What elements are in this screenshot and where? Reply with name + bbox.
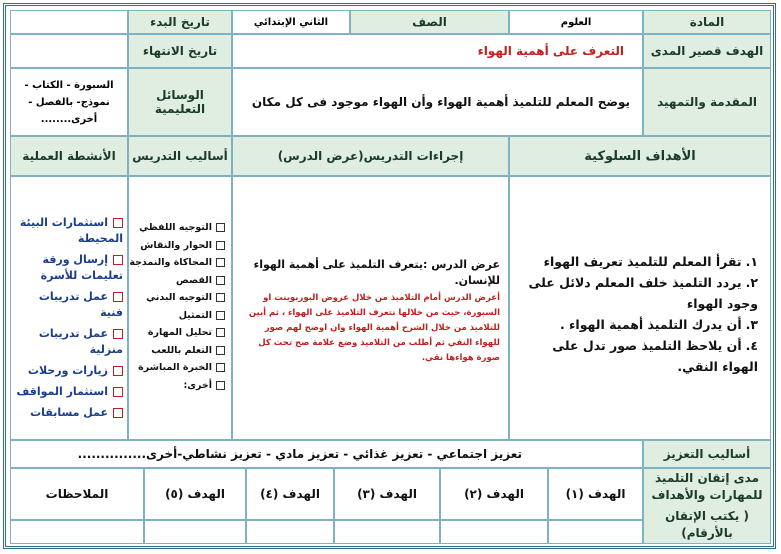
- short-goal-label: الهدف قصير المدى: [643, 34, 771, 68]
- mastery-goal-4: الهدف (٤): [246, 468, 334, 520]
- lesson-plan-table: [10, 10, 771, 544]
- mastery-notes-label: الملاحظات: [10, 468, 144, 520]
- grade-value: الثاني الإبتدائي: [232, 10, 350, 34]
- reinforcement-value: تعزيز اجتماعي - تعزيز غذائي - تعزيز مادي - تعزيز نشاطي-أخرى...............: [10, 440, 643, 468]
- intro-value: يوضح المعلم للتلميذ أهمية الهواء وأن الهواء موجود فى كل مكان: [232, 68, 643, 136]
- checkbox-icon[interactable]: [216, 293, 225, 302]
- checkbox-icon[interactable]: [216, 223, 225, 232]
- activities-list: [13, 215, 123, 421]
- activity-item[interactable]: عمل تدريبات منزلية: [38, 327, 123, 356]
- aids-label: الوسائل التعليمية: [128, 68, 232, 136]
- activity-item[interactable]: استثمارات البيئة المحيطة: [19, 216, 123, 245]
- checkbox-icon[interactable]: [216, 381, 225, 390]
- page-frame: [3, 3, 776, 549]
- checkbox-icon[interactable]: [113, 292, 123, 302]
- mastery-notes-value[interactable]: [10, 520, 144, 544]
- activity-item[interactable]: عمل تدريبات فنية: [38, 290, 123, 319]
- mastery-goal-3: الهدف (٣): [334, 468, 440, 520]
- mastery-score-4[interactable]: [246, 520, 334, 544]
- method-item[interactable]: الحوار والنقاش: [129, 237, 225, 255]
- method-item[interactable]: القصص: [129, 272, 225, 290]
- methods-cell: [128, 176, 232, 440]
- mastery-score-2[interactable]: [440, 520, 548, 544]
- methods-header: أساليب التدريس: [128, 136, 232, 176]
- activities-cell: [10, 176, 128, 440]
- start-date-value[interactable]: [10, 10, 128, 34]
- grade-label: الصف: [350, 10, 509, 34]
- procedures-cell: [232, 176, 509, 440]
- mastery-score-1[interactable]: [548, 520, 643, 544]
- method-item[interactable]: تحليل المهارة: [129, 324, 225, 342]
- activity-item[interactable]: عمل مسابقات: [13, 405, 123, 421]
- method-item[interactable]: التوجيه اللفظي: [129, 219, 225, 237]
- mastery-label: [643, 468, 771, 544]
- methods-list: [129, 219, 225, 394]
- method-item[interactable]: التعلم باللعب: [129, 342, 225, 360]
- checkbox-icon[interactable]: [113, 408, 123, 418]
- checkbox-icon[interactable]: [113, 387, 123, 397]
- goal-item-3: ٣.أن يدرك التلميذ أهمية الهواء .: [559, 317, 758, 332]
- mastery-goal-5: الهدف (٥): [144, 468, 246, 520]
- mastery-score-3[interactable]: [334, 520, 440, 544]
- end-date-value[interactable]: [10, 34, 128, 68]
- mastery-goal-2: الهدف (٢): [440, 468, 548, 520]
- method-item[interactable]: أخرى:: [129, 377, 225, 395]
- subject-label: المادة: [643, 10, 771, 34]
- checkbox-icon[interactable]: [216, 346, 225, 355]
- checkbox-icon[interactable]: [216, 311, 225, 320]
- activities-header: الأنشطة العملية: [10, 136, 128, 176]
- goal-item-2: ٢.يردد التلميذ خلف المعلم دلائل على وجود الهواء: [528, 275, 758, 311]
- goals-list: [516, 251, 758, 377]
- mastery-goal-1: الهدف (١): [548, 468, 643, 520]
- activity-item[interactable]: إرسال ورقة تعليمات للأسرة: [40, 253, 123, 282]
- checkbox-icon[interactable]: [113, 218, 123, 228]
- checkbox-icon[interactable]: [113, 329, 123, 339]
- start-date-label: تاريخ البدء: [128, 10, 232, 34]
- procedures-header: إجراءات التدريس(عرض الدرس): [232, 136, 509, 176]
- subject-value: العلوم: [509, 10, 643, 34]
- checkbox-icon[interactable]: [216, 258, 225, 267]
- checkbox-icon[interactable]: [216, 241, 225, 250]
- goal-item-1: ١.تقرأ المعلم للتلميذ تعريف الهواء: [543, 254, 758, 269]
- behavioral-goals-header: الأهداف السلوكية: [509, 136, 771, 176]
- method-item[interactable]: التوجيه البدني: [129, 289, 225, 307]
- reinforcement-label: أساليب التعزيز: [643, 440, 771, 468]
- procedure-body: أعرض الدرس أمام التلاميذ من خلال عروض البوربوينت او السبورة، حيث من خلالها نتعرف التلاميذ على الهواء ، ثم أبين للتلاميذ من خلال الشرح أهمية الهواء وان اوضح لهم صور للهواء النقي ثم أطلب من التلاميذ وضع علامة صح تحت كل صورة هواءها نقي.: [248, 293, 500, 363]
- checkbox-icon[interactable]: [216, 363, 225, 372]
- method-item[interactable]: التمثيل: [129, 307, 225, 325]
- activity-item[interactable]: استثمار المواقف: [13, 384, 123, 400]
- checkbox-icon[interactable]: [113, 366, 123, 376]
- method-item[interactable]: المحاكاة والنمذجة: [129, 254, 225, 272]
- goal-item-4: ٤.أن يلاحظ التلميذ صور تدل على الهواء النقي.: [552, 338, 758, 374]
- short-goal-value: التعرف على أهمية الهواء: [232, 34, 643, 68]
- checkbox-icon[interactable]: [113, 255, 123, 265]
- procedure-title: عرض الدرس :يتعرف التلميذ على أهمية الهواء للإنسان.: [253, 258, 500, 287]
- checkbox-icon[interactable]: [216, 328, 225, 337]
- activity-item[interactable]: زيارات ورحلات: [13, 363, 123, 379]
- aids-value: السبورة - الكتاب - نموذج- بالفصل - أخرى........: [10, 68, 128, 136]
- mastery-label-text: مدى إتقان التلميذ للمهارات والأهداف: [651, 471, 763, 502]
- behavioral-goals-cell: [509, 176, 771, 440]
- end-date-label: تاريخ الانتهاء: [128, 34, 232, 68]
- mastery-note: ( يكتب الإتقان بالأرقام): [665, 509, 749, 540]
- checkbox-icon[interactable]: [216, 276, 225, 285]
- method-item[interactable]: الخبرة المباشرة: [129, 359, 225, 377]
- mastery-score-5[interactable]: [144, 520, 246, 544]
- intro-label: المقدمة والتمهيد: [643, 68, 771, 136]
